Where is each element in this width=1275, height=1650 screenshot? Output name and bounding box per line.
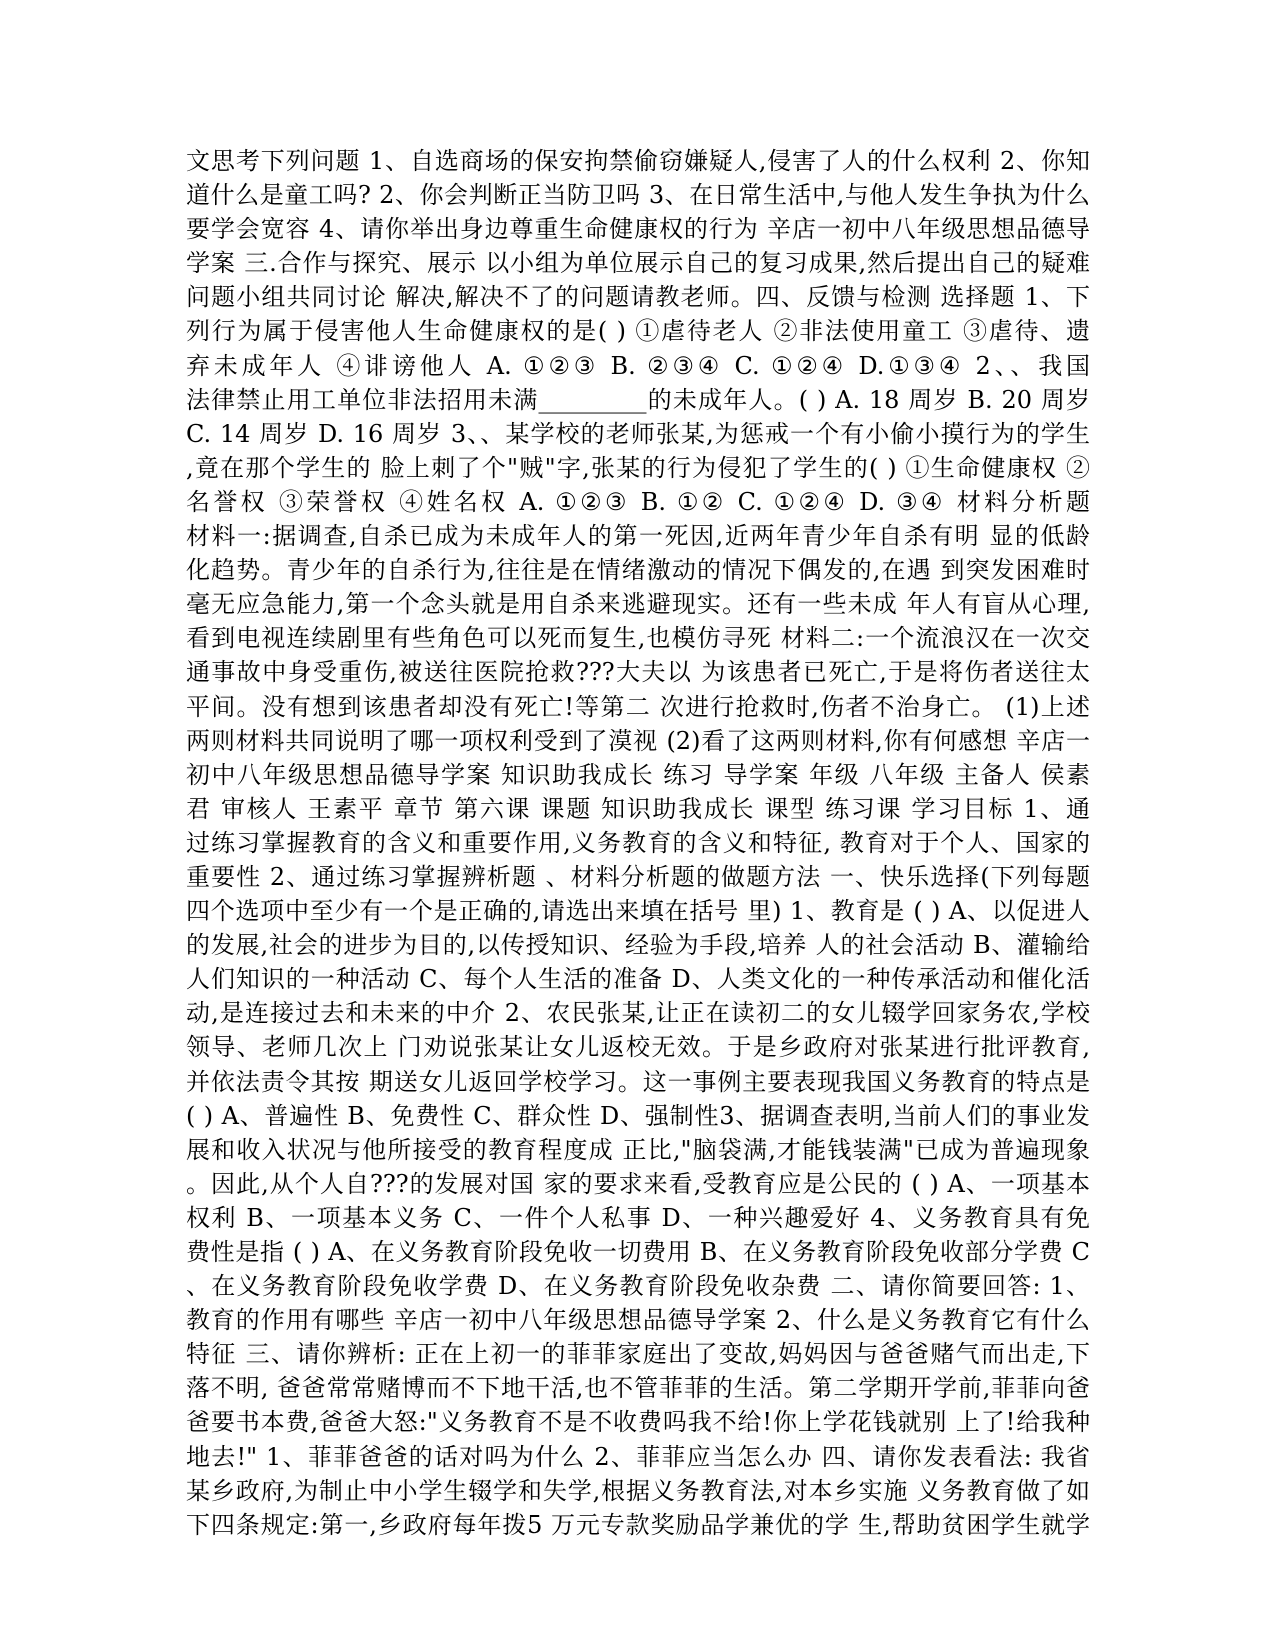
- text-line: 下四条规定:第一,乡政府每年拨5 万元专款奖励品学兼优的学 生,帮助贫困学生就学: [186, 1510, 1090, 1539]
- text-line: 君 审核人 王素平 章节 第六课 课题 知识助我成长 课型 练习课 学习目标 1、通: [186, 794, 1090, 823]
- text-line: 并依法责令其按 期送女儿返回学校学习。这一事例主要表现我国义务教育的特点是: [186, 1067, 1090, 1096]
- text-line: 费性是指 ( ) A、在义务教育阶段免收一切费用 B、在义务教育阶段免收部分学费 C: [186, 1238, 1090, 1266]
- text-line: 弃未成年人 ④诽谤他人 A. ①②③ B. ②③④ C. ①②④ D.①③④ 2、、我国: [186, 351, 1090, 380]
- text-line: 地去!" 1、菲菲爸爸的话对吗为什么 2、菲菲应当怎么办 四、请你发表看法: 我省: [186, 1442, 1090, 1471]
- text-line: 人们知识的一种活动 C、每个人生活的准备 D、人类文化的一种传承活动和催化活: [186, 965, 1090, 994]
- text-line: 材料一:据调查,自杀已成为未成年人的第一死因,近两年青少年自杀有明 显的低龄: [186, 522, 1090, 551]
- text-line: 落不明, 爸爸常常赌博而不下地干活,也不管菲菲的生活。第二学期开学前,菲菲向爸: [186, 1374, 1090, 1403]
- text-line: 看到电视连续剧里有些角色可以死而复生,也模仿寻死 材料二:一个流浪汉在一次交: [186, 624, 1090, 653]
- text-line: 某乡政府,为制止中小学生辍学和失学,根据义务教育法,对本乡实施 义务教育做了如: [186, 1476, 1090, 1505]
- text-line: 展和收入状况与他所接受的教育程度成 正比,"脑袋满,才能钱装满"已成为普遍现象: [186, 1135, 1090, 1164]
- text-line: 。因此,从个人自???的发展对国 家的要求来看,受教育应是公民的 ( ) A、一项基本: [186, 1169, 1090, 1198]
- text-line: 通事故中身受重伤,被送往医院抢救???大夫以 为该患者已死亡,于是将伤者送往太: [186, 658, 1090, 687]
- text-line: 问题小组共同讨论 解决,解决不了的问题请教老师。四、反馈与检测 选择题 1、下: [186, 283, 1090, 312]
- text-line: 动,是连接过去和未来的中介 2、农民张某,让正在读初二的女儿辍学回家务农,学校: [186, 999, 1090, 1028]
- text-line: 过练习掌握教育的含义和重要作用,义务教育的含义和特征, 教育对于个人、国家的: [186, 828, 1090, 857]
- text-line: 法律禁止用工单位非法招用未满_________的未成年人。( ) A. 18 周岁 B. 20 周岁: [186, 385, 1090, 414]
- text-line: 文思考下列问题 1、自选商场的保安拘禁偷窃嫌疑人,侵害了人的什么权利 2、你知: [186, 147, 1090, 175]
- document-page: [186, 144, 1090, 1542]
- text-line: ,竟在那个学生的 脸上刺了个"贼"字,张某的行为侵犯了学生的( ) ①生命健康权 ②: [186, 453, 1090, 482]
- text-line: 平间。没有想到该患者却没有死亡!等第二 次进行抢救时,伤者不治身亡。 (1)上述: [186, 692, 1090, 721]
- text-line: 权利 B、一项基本义务 C、一件个人私事 D、一种兴趣爱好 4、义务教育具有免: [186, 1203, 1090, 1232]
- text-line: 爸要书本费,爸爸大怒:"义务教育不是不收费吗我不给!你上学花钱就别 上了!给我种: [186, 1408, 1090, 1437]
- text-line: 毫无应急能力,第一个念头就是用自杀来逃避现实。还有一些未成 年人有盲从心理,: [186, 590, 1090, 619]
- text-line: 列行为属于侵害他人生命健康权的是( ) ①虐待老人 ②非法使用童工 ③虐待、遗: [186, 317, 1090, 346]
- text-line: ( ) A、普遍性 B、免费性 C、群众性 D、强制性3、据调查表明,当前人们的事业发: [186, 1101, 1090, 1130]
- text-line: 化趋势。青少年的自杀行为,往往是在情绪激动的情况下偶发的,在遇 到突发困难时: [186, 556, 1090, 585]
- text-line: 、在义务教育阶段免收学费 D、在义务教育阶段免收杂费 二、请你简要回答: 1、: [186, 1272, 1090, 1301]
- text-line: 初中八年级思想品德导学案 知识助我成长 练习 导学案 年级 八年级 主备人 侯素: [186, 760, 1090, 789]
- text-line: 特征 三、请你辨析: 正在上初一的菲菲家庭出了变故,妈妈因与爸爸赌气而出走,下: [186, 1340, 1090, 1369]
- text-line: 教育的作用有哪些 辛店一初中八年级思想品德导学案 2、什么是义务教育它有什么: [186, 1306, 1090, 1335]
- text-line: 要学会宽容 4、请你举出身边尊重生命健康权的行为 辛店一初中八年级思想品德导: [186, 215, 1090, 244]
- text-line: 学案 三.合作与探究、展示 以小组为单位展示自己的复习成果,然后提出自己的疑难: [186, 249, 1090, 278]
- text-line: 名誉权 ③荣誉权 ④姓名权 A. ①②③ B. ①② C. ①②④ D. ③④ 材料分析题: [186, 487, 1090, 516]
- text-line: C. 14 周岁 D. 16 周岁 3、、某学校的老师张某,为惩戒一个有小偷小摸行为的学生: [186, 419, 1090, 448]
- text-line: 道什么是童工吗? 2、你会判断正当防卫吗 3、在日常生活中,与他人发生争执为什么: [186, 181, 1090, 210]
- text-line: 的发展,社会的进步为目的,以传授知识、经验为手段,培养 人的社会活动 B、灌输给: [186, 931, 1090, 960]
- text-line: 两则材料共同说明了哪一项权利受到了漠视 (2)看了这两则材料,你有何感想 辛店一: [186, 726, 1090, 755]
- text-line: 四个选项中至少有一个是正确的,请选出来填在括号 里) 1、教育是 ( ) A、以促进人: [186, 897, 1090, 926]
- text-line: 重要性 2、通过练习掌握辨析题 、材料分析题的做题方法 一、快乐选择(下列每题: [186, 862, 1090, 891]
- text-line: 领导、老师几次上 门劝说张某让女儿返校无效。于是乡政府对张某进行批评教育,: [186, 1033, 1090, 1062]
